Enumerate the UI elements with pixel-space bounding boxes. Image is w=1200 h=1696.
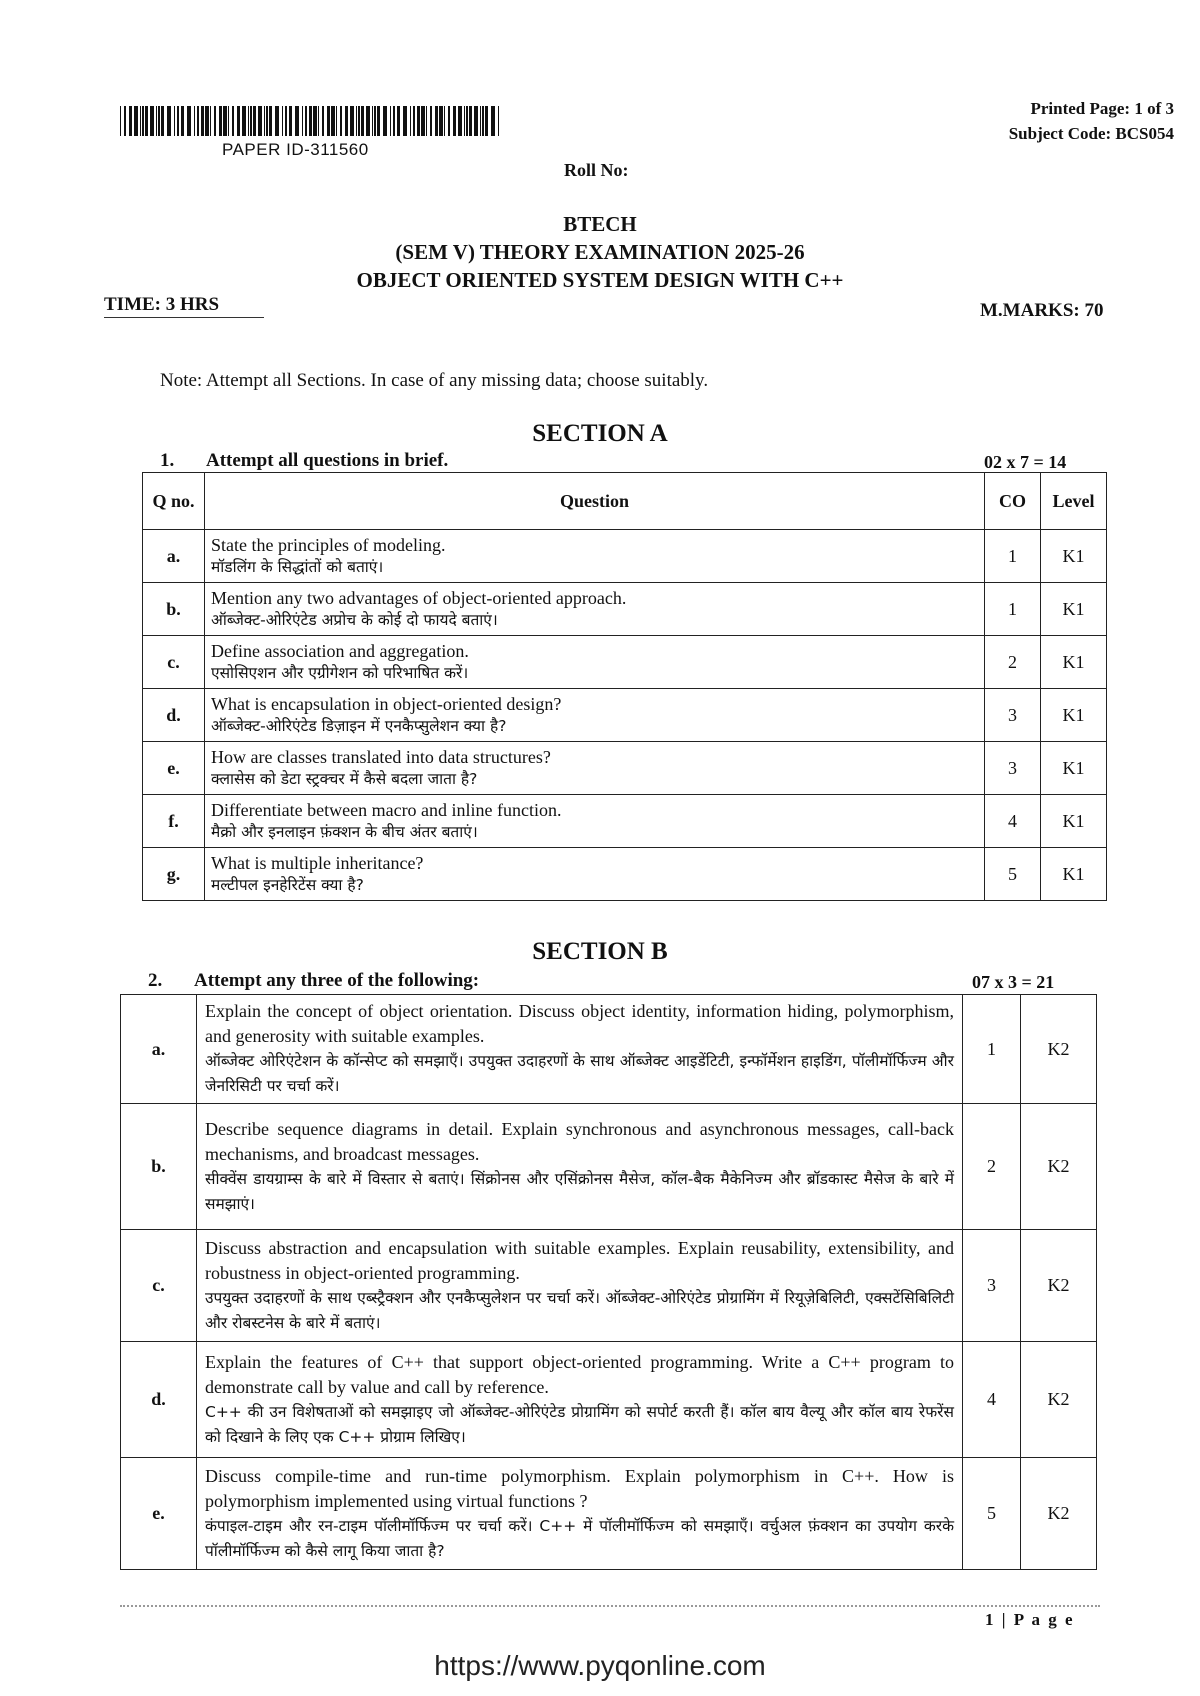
question-co: 3: [985, 742, 1041, 795]
page-number: 1 | P a g e: [985, 1610, 1075, 1629]
col-qno: Q no.: [143, 473, 205, 530]
question-level: K2: [1021, 1230, 1097, 1342]
section-a-table: [142, 472, 1107, 901]
question-level: K1: [1041, 848, 1107, 901]
question-hindi: मैक्रो और इनलाइन फ़ंक्शन के बीच अंतर बताएं।: [211, 823, 478, 841]
question-english: Differentiate between macro and inline function.: [211, 800, 562, 820]
question-row: [143, 583, 1107, 636]
question-cell: [197, 995, 963, 1104]
barcode-image: [120, 106, 505, 144]
exam-note: Note: Attempt all Sections. In case of any missing data; choose suitably.: [160, 370, 709, 391]
question-number: e.: [121, 1458, 197, 1570]
question-cell: [205, 795, 985, 848]
subject-code: Subject Code: BCS054: [1008, 124, 1174, 143]
section-a-marks: 02 x 7 = 14: [984, 452, 1067, 472]
question-co: 5: [963, 1458, 1021, 1570]
question-co: 4: [963, 1342, 1021, 1458]
question-hindi: मल्टीपल इनहेरिटेंस क्या है?: [211, 876, 364, 894]
time-label: TIME: 3 HRS: [104, 294, 220, 315]
question-level: K1: [1041, 636, 1107, 689]
question-level: K1: [1041, 583, 1107, 636]
section-a-header-row: [143, 473, 1107, 530]
question-number: b.: [121, 1104, 197, 1230]
question-number: c.: [121, 1230, 197, 1342]
question-number: b.: [143, 583, 205, 636]
question-row: [143, 848, 1107, 901]
section-b-table: [120, 994, 1097, 1570]
question-row: [121, 995, 1097, 1104]
question-row: [121, 1104, 1097, 1230]
section-a-title: SECTION A: [532, 420, 668, 447]
question-english: Mention any two advantages of object-oriented approach.: [211, 588, 627, 608]
question-hindi: ऑब्जेक्ट ओरिएंटेशन के कॉन्सेप्ट को समझाएँ। उपयुक्त उदाहरणों के साथ ऑब्जेक्ट आइडेंटिटी, इन्फॉर्मेशन हाइडिंग, पॉलीमॉर्फिज्म और जेनरिसिटी पर चर्चा करें।: [205, 1052, 954, 1095]
question-row: [143, 689, 1107, 742]
question-co: 1: [985, 530, 1041, 583]
question-co: 3: [985, 689, 1041, 742]
section-b-instruction: [148, 970, 479, 992]
question-level: K2: [1021, 1342, 1097, 1458]
question-english: Discuss abstraction and encapsulation with suitable examples. Explain reusability, extensibility, and robustness in object-oriented programming.: [205, 1237, 954, 1283]
question-english: Define association and aggregation.: [211, 641, 469, 661]
question-hindi: कंपाइल-टाइम और रन-टाइम पॉलीमॉर्फिज्म पर चर्चा करें। C++ में पॉलीमॉर्फिज्म को समझाएँ। वर्चुअल फ़ंक्शन का उपयोग करके पॉलीमॉर्फिज्म को कैसे लागू किया जाता है?: [205, 1516, 954, 1560]
question-english: Discuss compile-time and run-time polymorphism. Explain polymorphism in C++. How is polymorphism implemented using virtual functions ?: [205, 1465, 954, 1511]
question-row: [143, 795, 1107, 848]
question-hindi: एसोसिएशन और एग्रीगेशन को परिभाषित करें।: [211, 664, 469, 682]
question-number: f.: [143, 795, 205, 848]
question-english: Explain the features of C++ that support object-oriented programming. Write a C++ program to demonstrate call by value and call by reference.: [205, 1351, 954, 1397]
max-marks: M.MARKS: 70: [980, 300, 1104, 321]
question-row: [143, 742, 1107, 795]
question-cell: [205, 530, 985, 583]
question-cell: [197, 1230, 963, 1342]
question-cell: [205, 636, 985, 689]
question-co: 3: [963, 1230, 1021, 1342]
col-co: CO: [985, 473, 1041, 530]
question-level: K1: [1041, 795, 1107, 848]
question-english: What is multiple inheritance?: [211, 853, 424, 873]
section-b-title: SECTION B: [532, 938, 668, 965]
question-co: 5: [985, 848, 1041, 901]
printed-page: Printed Page: 1 of 3: [1030, 99, 1174, 118]
section-a-rows: [143, 530, 1107, 901]
section-a-instruction-text: Attempt all questions in brief.: [206, 450, 449, 471]
col-question: Question: [205, 473, 985, 530]
question-hindi: उपयुक्त उदाहरणों के साथ एब्स्ट्रैक्शन और एनकैप्सुलेशन पर चर्चा करें। ऑब्जेक्ट-ओरिएंटेड प्रोग्रामिंग में रियूज़ेबिलिटी, एक्सटेंसिबिलिटी और रोबस्टनेस के बारे में बताएं।: [205, 1288, 954, 1332]
question-number: e.: [143, 742, 205, 795]
question-row: [121, 1342, 1097, 1458]
question-cell: [205, 689, 985, 742]
question-number: a.: [121, 995, 197, 1104]
question-row: [121, 1458, 1097, 1570]
question-cell: [197, 1342, 963, 1458]
question-hindi: क्लासेस को डेटा स्ट्रक्चर में कैसे बदला जाता है?: [211, 770, 478, 788]
question-cell: [205, 848, 985, 901]
roll-no-label: Roll No:: [564, 160, 629, 180]
footer-divider: [120, 1605, 1100, 1607]
question-english: How are classes translated into data structures?: [211, 747, 551, 767]
question-row: [143, 636, 1107, 689]
section-a-instruction: [160, 450, 448, 472]
question-level: K2: [1021, 995, 1097, 1104]
section-b-qnum: 2.: [148, 970, 163, 991]
question-level: K2: [1021, 1104, 1097, 1230]
question-cell: [205, 583, 985, 636]
question-hindi: ऑब्जेक्ट-ओरिएंटेड अप्रोच के कोई दो फायदे बताएं।: [211, 611, 498, 629]
question-level: K1: [1041, 689, 1107, 742]
question-number: g.: [143, 848, 205, 901]
question-cell: [197, 1458, 963, 1570]
question-hindi: ऑब्जेक्ट-ओरिएंटेड डिज़ाइन में एनकैप्सुलेशन क्या है?: [211, 717, 507, 735]
question-hindi: मॉडलिंग के सिद्धांतों को बताएं।: [211, 558, 384, 576]
question-row: [143, 530, 1107, 583]
question-co: 2: [985, 636, 1041, 689]
question-number: d.: [143, 689, 205, 742]
question-hindi: सीक्वेंस डायग्राम्स के बारे में विस्तार से बताएं। सिंक्रोनस और एसिंक्रोनस मैसेज, कॉल-बैक मैकेनिज्म और ब्रॉडकास्ट मैसेज के बारे में समझाएं।: [205, 1169, 954, 1213]
question-co: 4: [985, 795, 1041, 848]
course-title: OBJECT ORIENTED SYSTEM DESIGN WITH C++: [356, 268, 844, 292]
question-level: K1: [1041, 742, 1107, 795]
paper-id: PAPER ID-311560: [222, 140, 369, 159]
question-english: Describe sequence diagrams in detail. Explain synchronous and asynchronous messages, call-back mechanisms, and broadcast messages.: [205, 1118, 954, 1164]
exam-title: (SEM V) THEORY EXAMINATION 2025-26: [395, 240, 805, 264]
question-row: [121, 1230, 1097, 1342]
printed-page-info: [1009, 96, 1174, 146]
question-english: Explain the concept of object orientation. Discuss object identity, information hiding, polymorphism, and generosity with suitable examples.: [205, 1001, 954, 1046]
time-underline: [104, 317, 264, 318]
section-a-qnum: 1.: [160, 450, 175, 471]
section-b-rows: [121, 995, 1097, 1570]
question-co: 1: [985, 583, 1041, 636]
question-cell: [205, 742, 985, 795]
question-cell: [197, 1104, 963, 1230]
question-hindi: C++ की उन विशेषताओं को समझाइए जो ऑब्जेक्ट-ओरिएंटेड प्रोग्रामिंग को सपोर्ट करती हैं। कॉल बाय वैल्यू और कॉल बाय रेफरेंस को दिखाने के लिए एक C++ प्रोग्राम लिखिए।: [205, 1402, 954, 1446]
program-title: BTECH: [563, 212, 637, 236]
question-level: K1: [1041, 530, 1107, 583]
section-b-marks: 07 x 3 = 21: [972, 972, 1055, 992]
question-english: State the principles of modeling.: [211, 535, 446, 555]
question-co: 2: [963, 1104, 1021, 1230]
section-b-instruction-text: Attempt any three of the following:: [194, 970, 480, 991]
col-level: Level: [1041, 473, 1107, 530]
question-number: a.: [143, 530, 205, 583]
question-english: What is encapsulation in object-oriented design?: [211, 694, 562, 714]
question-co: 1: [963, 995, 1021, 1104]
source-url[interactable]: https://www.pyqonline.com: [434, 1650, 766, 1681]
question-number: c.: [143, 636, 205, 689]
question-number: d.: [121, 1342, 197, 1458]
question-level: K2: [1021, 1458, 1097, 1570]
